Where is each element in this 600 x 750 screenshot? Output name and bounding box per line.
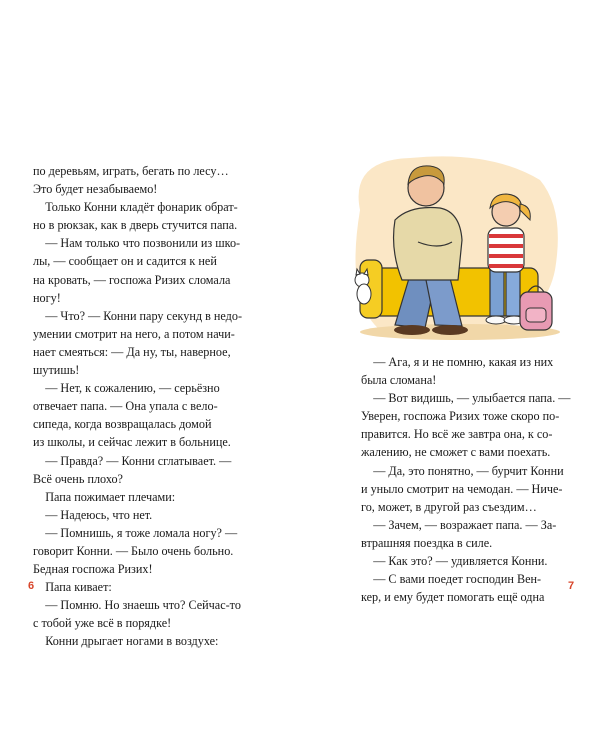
text-line: — С вами поедет господин Вен- — [361, 572, 542, 587]
text-line: — Ага, я и не помню, какая из них — [361, 355, 554, 369]
text-line: — Надеюсь, что нет. — [33, 507, 153, 522]
girl-jeans — [490, 268, 504, 316]
text-line: Папа пожимает плечами: — [33, 489, 176, 504]
text-line: из школы, и сейчас лежит в больнице. — [33, 435, 231, 450]
illustration-father-and-daughter — [340, 150, 562, 346]
text-line: шутишь! — [33, 363, 80, 378]
text-line: нает смеяться: — Да ну, ты, наверное, — [33, 344, 231, 359]
text-line: — Помнишь, я тоже ломала ногу? — — [33, 525, 238, 540]
text-line: — Как это? — удивляется Конни. — [361, 554, 548, 569]
text-line: — Да, это понятно, — бурчит Конни — [361, 463, 564, 478]
text-line: — Нам только что позвонили из шко- — [33, 236, 241, 251]
text-line: лы, — сообщает он и садится к ней — [33, 254, 217, 269]
text-line: по деревьям, играть, бегать по лесу… — [33, 164, 229, 178]
page-number-right: 7 — [568, 580, 575, 592]
text-line: была сломана! — [361, 373, 437, 388]
text-line: — Нет, к сожалению, — серьёзно — [33, 381, 220, 396]
text-line: сипеда, когда возвращалась домой — [33, 417, 212, 432]
text-line: но в рюкзак, как в дверь стучится папа. — [33, 218, 238, 233]
text-line: Папа кивает: — [33, 580, 112, 595]
text-line: — Что? — Конни пару секунд в недо- — [33, 308, 243, 323]
text-line: — Правда? — Конни сглатывает. — — [33, 453, 232, 468]
text-line: жалению, не сможет с вами поехать. — [361, 445, 551, 460]
right-text-column — [361, 353, 571, 606]
text-line: Конни дрыгает ногами в воздухе: — [33, 634, 219, 649]
text-line: умении смотрит на него, а потом начи- — [33, 326, 235, 341]
text-line: Всё очень плохо? — [33, 471, 123, 486]
text-line: — Помню. Но знаешь что? Сейчас-то — [33, 598, 241, 613]
text-line: говорит Конни. — Было очень больно. — [33, 543, 234, 558]
text-line: на кровать, — госпожа Ризих сломала — [33, 272, 231, 287]
girl-shoe — [486, 316, 506, 324]
father-shoe — [394, 325, 430, 335]
text-line: правится. Но всё же завтра она, к со- — [361, 427, 553, 442]
text-line: с тобой уже всё в порядке! — [33, 616, 172, 631]
text-line: Это будет незабываемо! — [33, 182, 158, 197]
text-line: Только Конни кладёт фонарик обрат- — [33, 200, 238, 215]
text-line: втрашняя поездка в силе. — [361, 535, 493, 550]
text-line: — Зачем, — возражает папа. — За- — [361, 517, 557, 532]
text-line: отвечает папа. — Она упала с вело- — [33, 399, 218, 414]
text-line: ногу! — [33, 290, 61, 305]
text-line: Бедная госпожа Ризих! — [33, 562, 153, 577]
page-number-left: 6 — [28, 580, 35, 592]
text-line: Уверен, госпожа Ризих тоже скоро по- — [361, 409, 560, 424]
text-line: кер, и ему будет помогать ещё одна — [361, 590, 545, 605]
backpack — [520, 286, 552, 330]
text-line: го, может, в другой раз съездим… — [361, 499, 537, 514]
father-shirt — [394, 208, 462, 281]
text-line: — Вот видишь, — улыбается папа. — — [361, 391, 571, 406]
text-line: и уныло смотрит на чемодан. — Ниче- — [361, 481, 563, 496]
left-text-column — [33, 162, 242, 651]
